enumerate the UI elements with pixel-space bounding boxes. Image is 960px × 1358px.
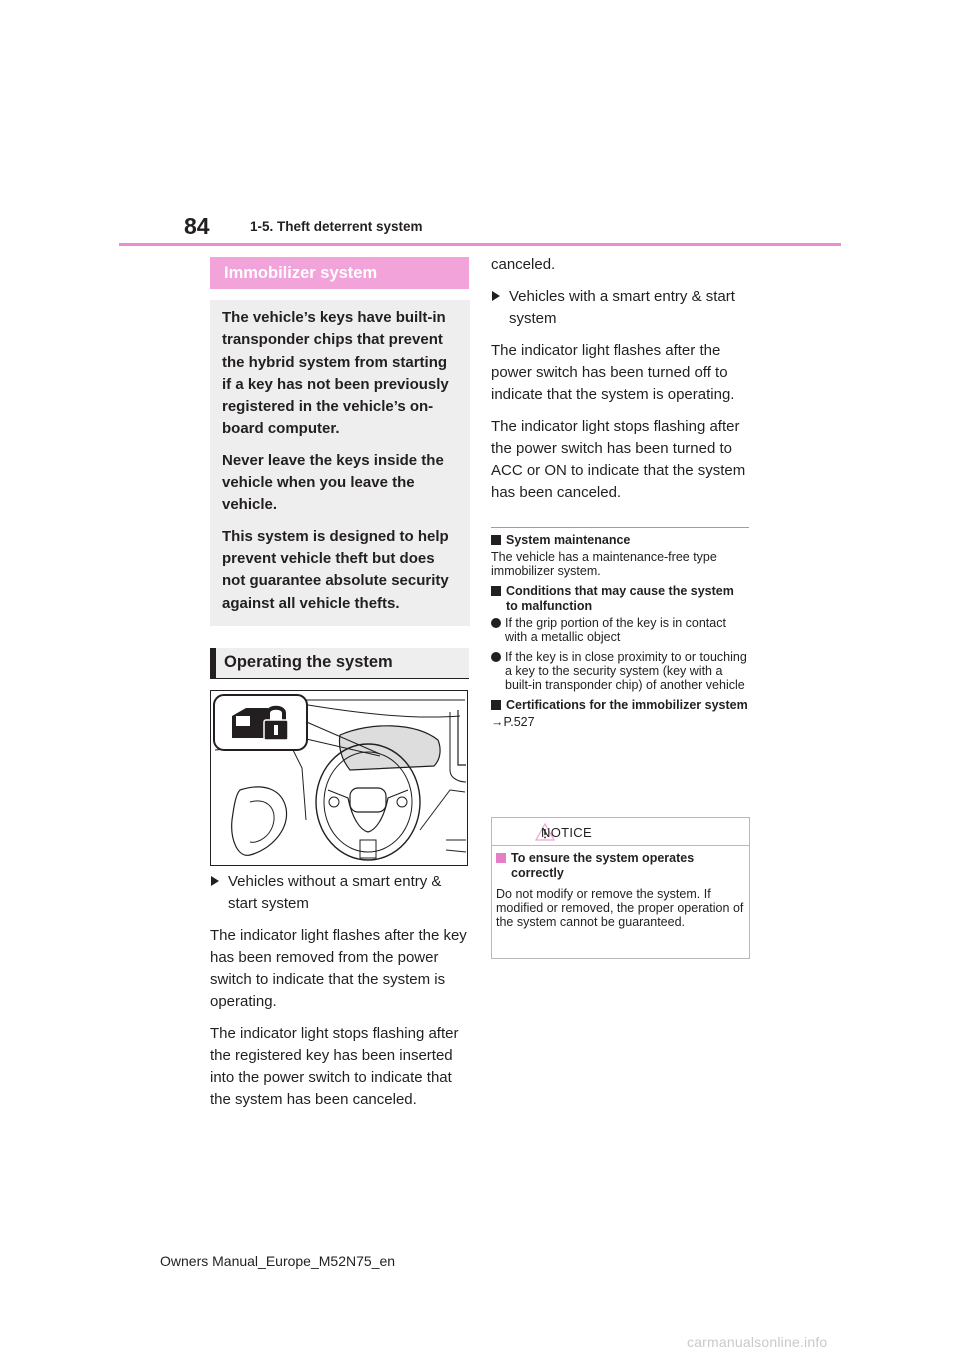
notice-text: Do not modify or remove the system. If modified or removed, the proper operation of the system cannot be guaranteed. [496,887,744,929]
malfunction-bullet-2: If the key is in close proximity to or touching a key to the security system (key with a built-in transponder chip) of another vehicle [505,650,747,692]
list-item [491,616,749,644]
cert-page-reference[interactable]: →P.527 [491,715,535,729]
immobilizer-heading: Immobilizer system [210,257,469,289]
right-column-text [491,254,749,514]
intro-paragraph-2: Never leave the keys inside the vehicle when you leave the vehicle. [222,451,444,514]
page-number: 84 [184,213,210,239]
list-item [491,286,749,330]
with-smart-entry-label: Vehicles with a smart entry & start system [509,288,735,327]
left-column-text [210,871,470,1121]
list-item [210,871,470,915]
malfunction-bullet-1: If the grip portion of the key is in contact with a metallic object [505,616,726,644]
arrow-bullet-icon [211,876,219,886]
immobilizer-indicator-icon [214,695,307,750]
square-bullet-icon [491,586,501,596]
square-bullet-icon [496,853,506,863]
round-bullet-icon [491,618,501,628]
intro-paragraph-1: The vehicle’s keys have built-in transponder chips that prevent the hybrid system from starting if a key has not been previously registered in the vehicle’s on-board computer. [222,309,449,438]
without-smart-entry-label: Vehicles without a smart entry & start system [228,873,442,912]
notice-title: NOTICE [541,825,592,840]
square-bullet-icon [491,700,501,710]
footer-manual-id: Owners Manual_Europe_M52N75_en [160,1253,396,1269]
without-smart-entry-para-2: The indicator light stops flashing after the registered key has been inserted into the power switch to indicate that the system has been canceled. [210,1025,459,1108]
malfunction-heading-text: Conditions that may cause the system to malfunction [506,584,734,613]
dashboard-illustration [210,690,468,866]
notice-heading [496,851,746,881]
operating-heading: Operating the system [210,648,469,679]
notes-section [491,533,749,729]
intro-paragraph-3: This system is designed to help prevent vehicle theft but does not guarantee absolute security against all vehicle thefts. [222,527,449,612]
square-bullet-icon [491,535,501,545]
canceled-continuation: canceled. [491,256,556,273]
notice-heading-text: To ensure the system operates correctly [511,851,695,880]
section-title: 1-5. Theft deterrent system [250,219,423,234]
arrow-bullet-icon [492,291,500,301]
maintenance-heading-text: System maintenance [506,533,631,547]
notice-body [496,851,746,935]
notes-divider [491,527,749,528]
watermark: carmanualsonline.info [687,1334,828,1350]
intro-box [210,300,470,626]
notice-box [491,817,750,959]
maintenance-heading [491,533,749,548]
without-smart-entry-para-1: The indicator light flashes after the key has been removed from the power switch to indicate that the system is operating. [210,927,467,1010]
cert-heading [491,698,749,713]
header-rule [119,243,841,246]
round-bullet-icon [491,652,501,662]
with-smart-entry-para-2: The indicator light stops flashing after the power switch has been turned to ACC or ON to indicate that the system has been canceled. [491,418,746,501]
with-smart-entry-para-1: The indicator light flashes after the power switch has been turned off to indicate that the system is operating. [491,342,735,403]
maintenance-text: The vehicle has a maintenance-free type immobilizer system. [491,550,717,578]
notice-title-row [492,818,749,846]
cert-heading-text: Certifications for the immobilizer system [506,698,748,712]
list-item [491,650,749,692]
malfunction-heading [491,584,749,614]
